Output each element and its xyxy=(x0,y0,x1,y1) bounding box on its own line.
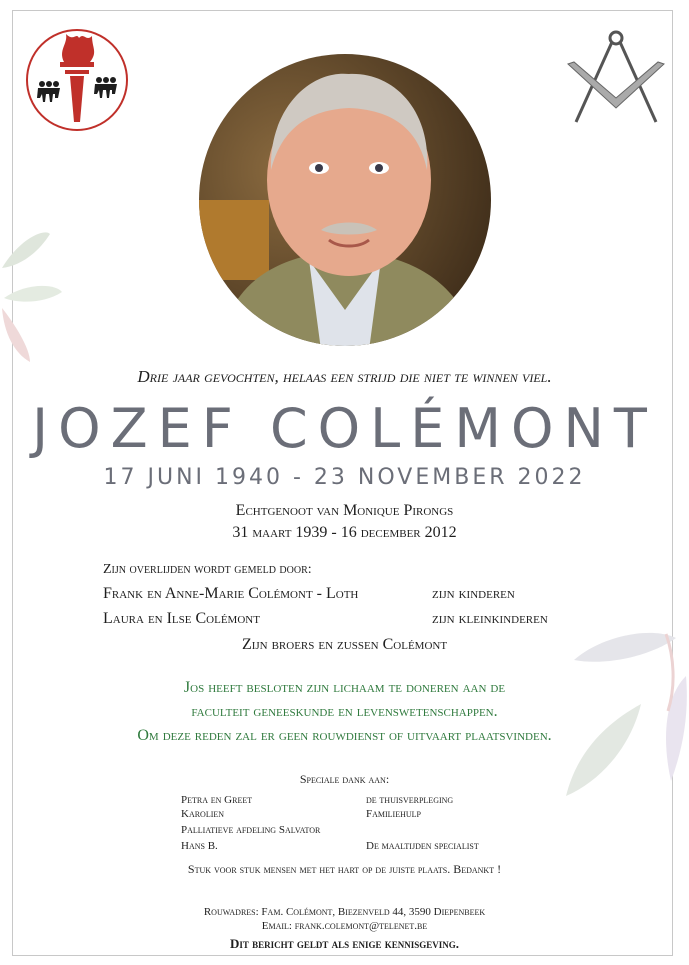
children-names: Frank en Anne-Marie Colémont - Loth xyxy=(103,585,359,602)
thanks-left-3: Palliatieve afdeling Salvator xyxy=(181,824,321,836)
donation-line-2: faculteit geneeskunde en levenswetenschappen. xyxy=(191,703,498,720)
grandchildren-names: Laura en Ilse Colémont xyxy=(103,610,260,627)
thanks-right-2: Familiehulp xyxy=(366,808,422,820)
quote: Drie jaar gevochten, helaas een strijd die niet te winnen viel. xyxy=(137,367,552,386)
donation-line-1: Jos heeft besloten zijn lichaam te doneren aan de xyxy=(183,679,506,696)
children-relation: zijn kinderen xyxy=(432,585,515,602)
thanks-right-3: De maaltijden specialist xyxy=(366,840,479,852)
spouse-line: Echtgenoot van Monique Pirongs xyxy=(235,502,454,519)
donation-line-3: Om deze reden zal er geen rouwdienst of uitvaart plaatsvinden. xyxy=(137,727,552,744)
torch-logo xyxy=(24,28,130,132)
announcement-intro: Zijn overlijden wordt gemeld door: xyxy=(103,562,312,577)
deceased-name: JOZEF COLÉMONT xyxy=(32,397,657,460)
leaf-decoration-left xyxy=(0,228,70,368)
footer-email: Email: frank.colemont@telenet.be xyxy=(261,920,428,932)
thanks-closing: Stuk voor stuk mensen met het hart op de juiste plaats. Bedankt ! xyxy=(187,862,502,876)
thanks-right-1: de thuisverpleging xyxy=(366,794,454,806)
siblings-line: Zijn broers en zussen Colémont xyxy=(241,636,448,653)
spouse-dates: 31 maart 1939 - 16 december 2012 xyxy=(232,524,457,541)
square-and-compasses-icon xyxy=(562,24,670,128)
footer-address: Rouwadres: Fam. Colémont, Biezenveld 44, 3590 Diepenbeek xyxy=(203,906,486,918)
grandchildren-relation: zijn kleinkinderen xyxy=(432,610,548,627)
life-dates: 17 JUNI 1940 - 23 NOVEMBER 2022 xyxy=(103,465,586,490)
thanks-left-1: Petra en Greet xyxy=(181,794,253,806)
footer-notice: Dit bericht geldt als enige kennisgeving. xyxy=(230,936,459,951)
thanks-left-2: Karolien xyxy=(181,808,225,820)
thanks-left-4: Hans B. xyxy=(181,840,218,852)
portrait-photo xyxy=(199,50,491,350)
thanks-title: Speciale dank aan: xyxy=(299,772,390,786)
